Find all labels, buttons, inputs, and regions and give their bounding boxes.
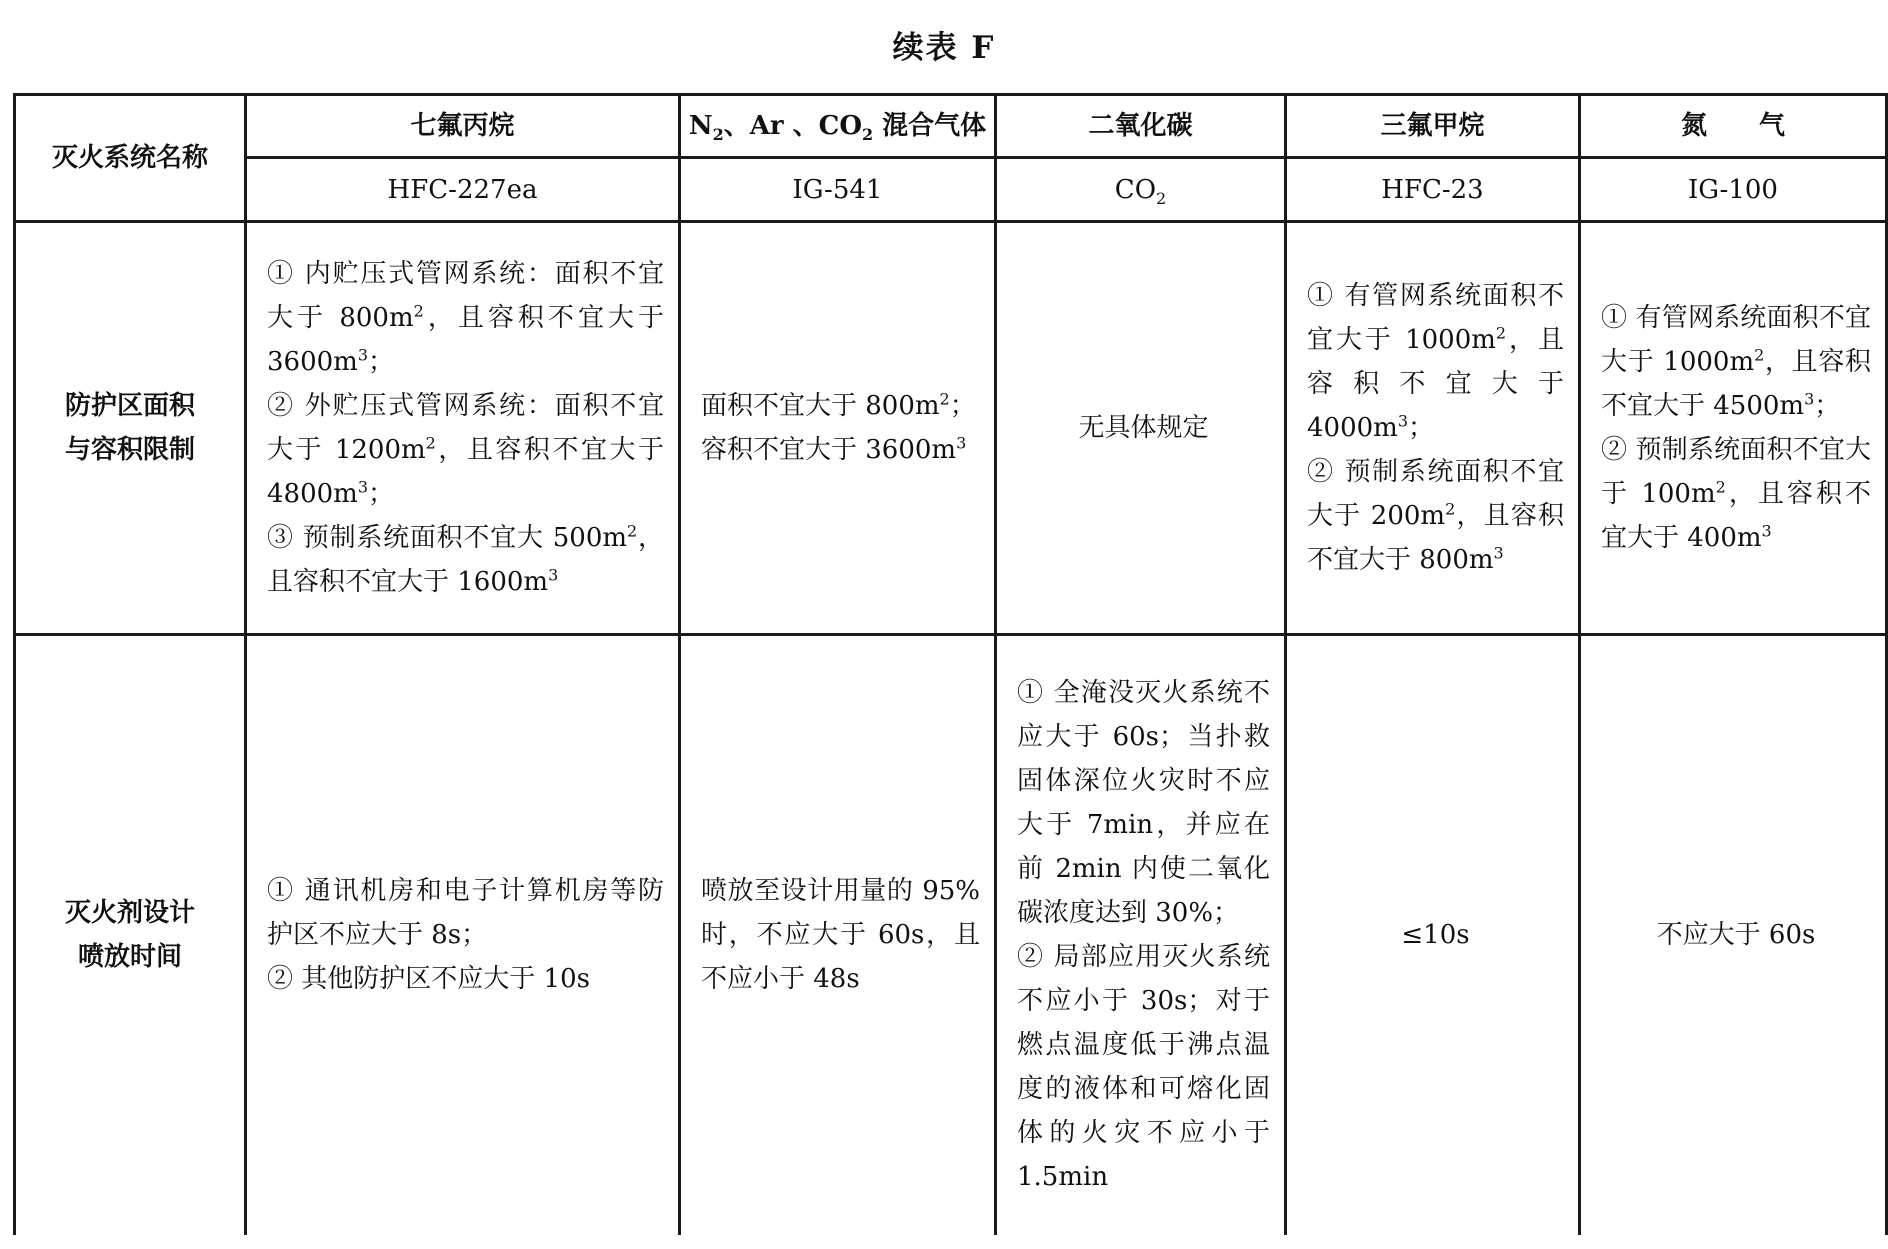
cell-text: ② 外贮压式管网系统：面积不宜大于 1200m [267,391,664,465]
cell-text: ； [949,391,976,421]
cell-paragraph: 喷放至设计用量的 95% 时，不应大于 60s，且不应小于 48s [701,876,980,995]
cell-text: ② 预制系统面积不宜大于 100m [1601,435,1871,509]
cell-text: 面积不宜大于 800m [701,391,940,421]
cell-sup: 2 [939,389,950,409]
row-discharge-time [15,635,1887,1235]
header-row-names [15,95,1887,158]
cell-sup: 2 [627,521,638,541]
cell-time-co2 [996,635,1286,1235]
cell-text: ，且容积不宜大于 1600m [267,523,664,597]
cell-paragraph [1601,428,1871,560]
cell-text: ，且容积不宜大于 800m [1307,501,1564,575]
cell-paragraph [701,428,980,472]
col-code-ig541: IG-541 [680,158,996,222]
cell-paragraph [1307,450,1564,582]
col-code-co2-sub: 2 [1156,188,1167,208]
header-system-name-label [15,95,246,222]
cell-sup: 2 [425,433,436,453]
cell-text: 容积不宜大于 3600m [701,435,957,465]
cell-paragraph [1307,274,1564,450]
cell-sup: 2 [1495,323,1507,343]
cell-time-ig100: 不应大于 60s [1580,635,1887,1235]
col-name-ig541-part: N [688,111,713,141]
cell-paragraph: ② 其他防护区不应大于 10s [267,964,590,995]
cell-paragraph [1601,296,1871,428]
cell-sup: 3 [357,477,369,497]
col-name-hfc23: 三氟甲烷 [1286,95,1580,158]
cell-text: ，且容积不宜大于 4500m [1601,347,1871,421]
cell-paragraph: ② 局部应用灭火系统不应小于 30s；对于燃点温度低于沸点温度的液体和可熔化固体的火灾不应小于 1.5min [1017,942,1270,1193]
cell-text: ，且容积不宜大于 400m [1601,479,1871,553]
cell-text: ； [1408,413,1435,443]
cell-text: ，且容积不宜大于 3600m [267,303,664,377]
col-name-ig541 [680,95,996,158]
cell-sup: 2 [1754,345,1765,365]
col-name-ig100: 氮 气 [1580,95,1887,158]
header-row-codes [15,158,1887,222]
cell-text: ② 预制系统面积不宜大于 200m [1307,457,1564,531]
cell-sup: 2 [1445,499,1456,519]
cell-text: ； [368,479,395,509]
col-code-co2-base: CO [1114,174,1157,205]
cell-area-hfc23 [1286,222,1580,635]
cell-text: ； [1814,391,1841,421]
cell-sup: 3 [956,433,967,453]
fire-extinguishing-systems-table [13,93,1888,1235]
col-code-hfc227ea: HFC-227ea [246,158,680,222]
cell-text: ，且容积不宜大于 4800m [267,435,664,509]
header-label-text: 灭火系统名称 [51,143,208,173]
cell-sup: 3 [1804,389,1815,409]
cell-text: ① 有管网系统面积不宜大于 1000m [1601,303,1871,377]
cell-text: ① 内贮压式管网系统：面积不宜大于 800m [267,259,664,333]
col-code-ig100: IG-100 [1580,158,1887,222]
col-name-co2: 二氧化碳 [996,95,1286,158]
row-label-line: 防护区面积 [64,391,195,421]
col-name-hfc227ea: 七氟丙烷 [246,95,680,158]
row-area-volume-limits [15,222,1887,635]
row-label-line: 与容积限制 [64,435,195,465]
cell-area-hfc227ea [246,222,680,635]
cell-area-ig100 [1580,222,1887,635]
cell-paragraph: ① 全淹没灭火系统不应大于 60s；当扑救固体深位火灾时不应大于 7min，并应在前 2min 内使二氧化碳浓度达到 30%； [1017,678,1270,929]
cell-paragraph [267,516,664,604]
row-label-area-volume [15,222,246,635]
col-name-ig541-part: 、Ar 、CO [723,111,862,141]
col-code-co2 [996,158,1286,222]
cell-sup: 2 [1715,477,1726,497]
cell-time-ig541 [680,635,996,1235]
cell-paragraph: ① 通讯机房和电子计算机房等防护区不应大于 8s； [267,876,664,951]
col-name-ig541-part: 混合气体 [873,111,987,141]
cell-sup: 2 [413,301,424,321]
cell-area-ig541 [680,222,996,635]
col-name-ig541-sub: 2 [861,125,874,145]
cell-sup: 3 [1761,521,1772,541]
col-name-ig541-sub: 2 [712,125,724,145]
cell-sup: 3 [1397,411,1409,431]
cell-text: ③ 预制系统面积不宜大 500m [267,523,628,553]
row-label-line: 灭火剂设计 [64,898,195,929]
cell-time-hfc23: ≤10s [1286,635,1580,1235]
row-label-discharge-time [15,635,246,1235]
col-code-hfc23: HFC-23 [1286,158,1580,222]
cell-sup: 3 [548,565,559,585]
row-label-line: 喷放时间 [77,942,182,973]
table-title: 续表 F [892,30,996,66]
cell-paragraph [267,384,664,516]
cell-sup: 3 [1493,543,1504,563]
cell-area-co2: 无具体规定 [996,222,1286,635]
cell-paragraph [701,384,980,428]
cell-text: ，且容积不宜大于 4000m [1307,325,1564,443]
cell-text: ； [368,347,395,377]
cell-time-hfc227ea [246,635,680,1235]
cell-paragraph [267,252,664,384]
cell-text: ① 有管网系统面积不宜大于 1000m [1307,281,1564,355]
cell-sup: 3 [357,345,369,365]
